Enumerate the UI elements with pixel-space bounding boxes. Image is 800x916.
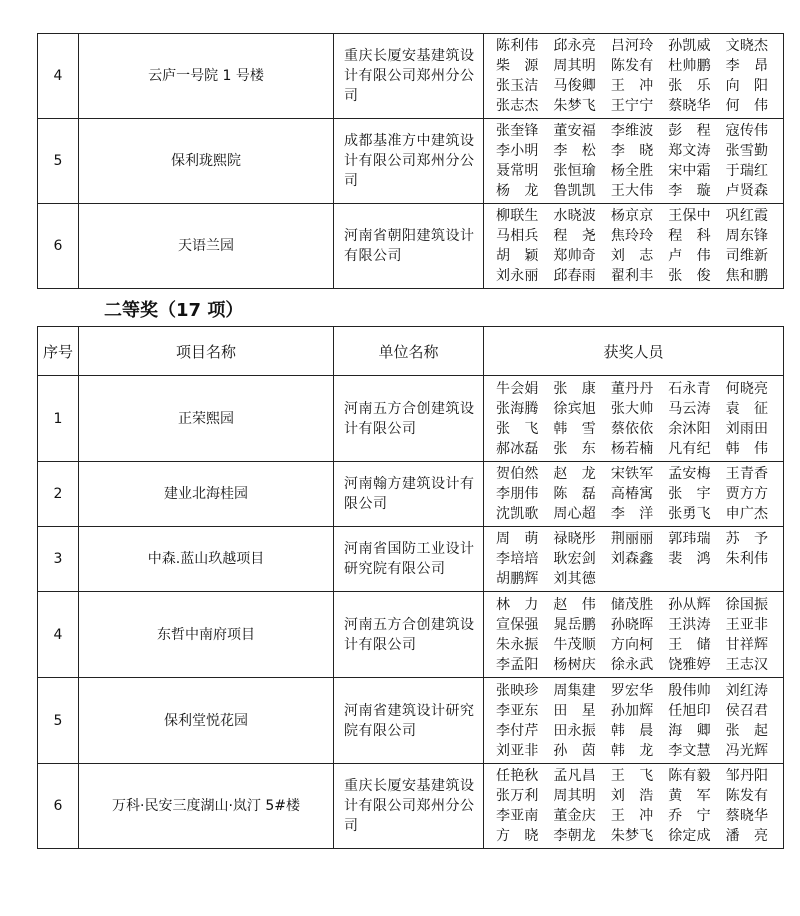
winner-name: 禄晓彤: [553, 531, 596, 547]
second-table-body: [38, 376, 784, 849]
winners-cell: [484, 527, 784, 592]
winner-name: 何 伟: [725, 98, 769, 114]
project-name: 云庐一号院 1 号楼: [79, 34, 334, 119]
top-table-body: [38, 34, 784, 289]
unit-name: 河南五方合创建筑设计有限公司: [334, 376, 484, 462]
winner-name: 宣保强: [496, 616, 539, 633]
unit-name: 成都基准方中建筑设计有限公司郑州分公司: [334, 119, 484, 204]
project-name: 保利珑熙院: [79, 119, 334, 204]
winner-name: 朱利伟: [725, 551, 769, 567]
winner-name: 林 力: [496, 596, 539, 613]
winner-name: 赵 伟: [553, 596, 596, 613]
winner-name: 韩 龙: [610, 742, 654, 759]
winner-name: 聂常明: [496, 163, 539, 179]
winner-name: 郑帅奇: [553, 248, 596, 264]
winner-name: 张奎锋: [496, 123, 539, 139]
winner-name: 刘 浩: [610, 788, 654, 804]
winner-name: 徐定成: [668, 828, 711, 844]
winner-name: 周其明: [553, 58, 596, 74]
winners-line: [496, 181, 783, 201]
winner-name: 孙从辉: [668, 596, 711, 613]
winner-name: 徐永武: [610, 656, 654, 673]
winner-name: 田 星: [553, 702, 596, 719]
project-name: 建业北海桂园: [79, 462, 334, 527]
winner-name: 李亚南: [496, 808, 539, 824]
winner-name: 张玉洁: [496, 78, 539, 94]
winner-name: 张 东: [553, 440, 596, 457]
winner-name: 王宁宁: [610, 98, 654, 114]
winner-name: [668, 569, 725, 589]
winner-name: 朱梦飞: [553, 98, 596, 114]
winner-name: 吕河玲: [610, 38, 654, 54]
table-row: [38, 119, 784, 204]
winner-name: 陈利伟: [496, 38, 539, 54]
winners-line: [496, 464, 783, 484]
winner-name: 李 洋: [610, 506, 654, 522]
header-no: 序号: [38, 327, 79, 376]
winners-cell: [484, 764, 784, 849]
winner-name: 胡鹏辉: [496, 571, 539, 587]
winner-name: 邱永亮: [553, 38, 596, 54]
header-unit: 单位名称: [334, 327, 484, 376]
winner-name: 马云涛: [668, 400, 711, 417]
winner-name: [726, 569, 783, 589]
winner-name: 马相兵: [496, 228, 539, 244]
winners-line: [496, 141, 783, 161]
winner-name: 高椿寓: [610, 486, 654, 502]
winners-line: [496, 161, 783, 181]
winner-name: 王亚非: [725, 616, 769, 633]
winner-name: 苏 予: [725, 531, 769, 547]
winner-name: 周集建: [553, 682, 596, 699]
winner-name: 陈发有: [725, 788, 769, 804]
winner-name: 胡 颖: [496, 248, 539, 264]
winner-name: 刘森鑫: [610, 551, 654, 567]
winner-name: 巩红霞: [725, 208, 769, 224]
winners-line: [496, 615, 783, 635]
winners-line: [496, 806, 783, 826]
winners-cell: [484, 376, 784, 462]
winner-name: 翟利丰: [610, 268, 654, 284]
unit-name: 重庆长厦安基建筑设计有限公司郑州分公司: [334, 34, 484, 119]
winner-name: 凡有纪: [668, 440, 711, 457]
winner-name: 李文慧: [668, 742, 711, 759]
table-row: [38, 592, 784, 678]
winner-name: 周 萌: [496, 531, 539, 547]
winners-line: [496, 439, 783, 459]
winner-name: 张海腾: [496, 400, 539, 417]
winner-name: 王大伟: [610, 183, 654, 199]
winner-name: 郝冰磊: [496, 440, 539, 457]
winner-name: 牛茂顺: [553, 636, 596, 653]
winner-name: 任艳秋: [496, 768, 539, 784]
winner-name: 方 晓: [496, 828, 539, 844]
winner-name: 邹丹阳: [725, 768, 769, 784]
winner-name: 王洪涛: [668, 616, 711, 633]
winners-cell: [484, 204, 784, 289]
winner-name: 文晓杰: [725, 38, 769, 54]
winners-line: [496, 766, 783, 786]
winners-line: [496, 484, 783, 504]
winner-name: 余沐阳: [668, 420, 711, 437]
row-number: 6: [38, 204, 79, 289]
winner-name: 张雪勤: [725, 143, 769, 159]
winner-name: 陈发有: [610, 58, 654, 74]
winner-name: 荆丽丽: [610, 531, 654, 547]
winner-name: 任旭印: [668, 702, 711, 719]
winner-name: 牛会娟: [496, 380, 539, 397]
winner-name: 杨全胜: [610, 163, 654, 179]
winner-name: 杨树庆: [553, 656, 596, 673]
unit-name: 河南五方合创建筑设计有限公司: [334, 592, 484, 678]
winner-name: 向 阳: [725, 78, 769, 94]
winner-name: 乔 宁: [668, 808, 711, 824]
winners-cell: [484, 592, 784, 678]
winner-name: 卢贤森: [725, 183, 769, 199]
winners-cell: [484, 119, 784, 204]
row-number: 3: [38, 527, 79, 592]
winner-name: 卢 伟: [668, 248, 711, 264]
unit-name: 河南省朝阳建筑设计有限公司: [334, 204, 484, 289]
winner-name: 刘亚非: [496, 742, 539, 759]
winners-line: [496, 121, 783, 141]
winner-name: 周东锋: [725, 228, 769, 244]
winner-name: 李付芹: [496, 722, 539, 739]
winner-name: 王 储: [668, 636, 711, 653]
table-row: [38, 204, 784, 289]
winner-name: 周其明: [553, 788, 596, 804]
winner-name: 张万利: [496, 788, 539, 804]
row-number: 4: [38, 592, 79, 678]
winner-name: 张 俊: [668, 268, 711, 284]
project-name: 万科·民安三度湖山·岚汀 5#楼: [79, 764, 334, 849]
row-number: 5: [38, 678, 79, 764]
winner-name: 赵 龙: [553, 466, 596, 482]
winner-name: 潘 亮: [725, 828, 769, 844]
winner-name: 焦和鹏: [725, 268, 769, 284]
winner-name: 张 康: [553, 380, 596, 397]
winner-name: 罗宏华: [610, 682, 654, 699]
winner-name: 邱春雨: [553, 268, 596, 284]
winner-name: 王志汉: [725, 656, 769, 673]
table-row: [38, 527, 784, 592]
winner-name: 陈 磊: [553, 486, 596, 502]
winner-name: 李 晓: [610, 143, 654, 159]
winner-name: 董金庆: [553, 808, 596, 824]
winner-name: 储茂胜: [610, 596, 654, 613]
winner-name: 黄 军: [668, 788, 711, 804]
winners-line: [496, 529, 783, 549]
winner-name: 甘祥辉: [725, 636, 769, 653]
winners-line: [496, 595, 783, 615]
awards-table-continued: [37, 33, 784, 289]
winners-cell: [484, 462, 784, 527]
winner-name: 朱永振: [496, 636, 539, 653]
winner-name: 王 冲: [610, 808, 654, 824]
winner-name: 水晓波: [553, 208, 596, 224]
winners-line: [496, 379, 783, 399]
section-title: 二等奖（17 项）: [104, 300, 244, 321]
winner-name: 孙加辉: [610, 702, 654, 719]
winner-name: 海 卿: [668, 722, 711, 739]
winner-name: 方向柯: [610, 636, 654, 653]
winners-line: [496, 741, 783, 761]
winner-name: 寇传伟: [725, 123, 769, 139]
winner-name: 何晓亮: [725, 380, 769, 397]
winner-name: 杨 龙: [496, 183, 539, 199]
winner-name: 韩 伟: [725, 440, 769, 457]
winner-name: 张映珍: [496, 682, 539, 699]
winner-name: 韩 雪: [553, 420, 596, 437]
winner-name: 李亚东: [496, 702, 539, 719]
winners-line: [496, 36, 783, 56]
winner-name: 孙晓晖: [610, 616, 654, 633]
winner-name: 刘雨田: [725, 420, 769, 437]
second-prize-table: [37, 326, 784, 849]
winner-name: 杜帅鹏: [668, 58, 711, 74]
unit-name: 河南翰方建筑设计有限公司: [334, 462, 484, 527]
winner-name: 王 冲: [610, 78, 654, 94]
winner-name: 鲁凯凯: [553, 183, 596, 199]
winner-name: 彭 程: [668, 123, 711, 139]
winners-line: [496, 246, 783, 266]
winner-name: 沈凯歌: [496, 506, 539, 522]
project-name: 东哲中南府项目: [79, 592, 334, 678]
table-row: [38, 376, 784, 462]
winner-name: 张勇飞: [668, 506, 711, 522]
winner-name: 杨若楠: [610, 440, 654, 457]
winner-name: 周心超: [553, 506, 596, 522]
winner-name: 朱梦飞: [610, 828, 654, 844]
winner-name: 侯召君: [725, 702, 769, 719]
winner-name: 裴 鸿: [668, 551, 711, 567]
winner-name: 孟凡昌: [553, 768, 596, 784]
winner-name: 程 尧: [553, 228, 596, 244]
winner-name: 王保中: [668, 208, 711, 224]
winners-line: [496, 226, 783, 246]
winner-name: 张 起: [725, 722, 769, 739]
project-name: 中森.蓝山玖越项目: [79, 527, 334, 592]
table-row: [38, 678, 784, 764]
winners-line: [496, 701, 783, 721]
unit-name: 河南省国防工业设计研究院有限公司: [334, 527, 484, 592]
winners-cell: [484, 678, 784, 764]
winner-name: 田永振: [553, 722, 596, 739]
winner-name: 马俊卿: [553, 78, 596, 94]
winners-line: [496, 419, 783, 439]
winner-name: 张 宇: [668, 486, 711, 502]
winner-name: [611, 569, 668, 589]
winner-name: 郑文涛: [668, 143, 711, 159]
winners-line: [496, 56, 783, 76]
table-row: [38, 34, 784, 119]
row-number: 2: [38, 462, 79, 527]
winner-name: 蔡晓华: [668, 98, 711, 114]
winner-name: 孟安梅: [668, 466, 711, 482]
row-number: 4: [38, 34, 79, 119]
winners-line: [496, 76, 783, 96]
winner-name: 蔡依依: [610, 420, 654, 437]
winner-name: 贺伯然: [496, 466, 539, 482]
table-row: [38, 764, 784, 849]
winners-line: [496, 96, 783, 116]
winners-line: [496, 786, 783, 806]
winner-name: 李 璇: [668, 183, 711, 199]
winner-name: 张大帅: [610, 400, 654, 417]
winner-name: 李 松: [553, 143, 596, 159]
winner-name: 柴 源: [496, 58, 539, 74]
winner-name: 张 飞: [496, 420, 539, 437]
winner-name: 蔡晓华: [725, 808, 769, 824]
project-name: 保利堂悦花园: [79, 678, 334, 764]
winner-name: 杨京京: [610, 208, 654, 224]
winner-name: 申广杰: [725, 506, 769, 522]
unit-name: 河南省建筑设计研究院有限公司: [334, 678, 484, 764]
winner-name: 徐宾旭: [553, 400, 596, 417]
winners-line: [496, 206, 783, 226]
table-header-row: [38, 327, 784, 376]
winners-line: [496, 399, 783, 419]
winner-name: 宋铁军: [610, 466, 654, 482]
winner-name: 张志杰: [496, 98, 539, 114]
winners-line: [496, 569, 783, 589]
winner-name: 刘永丽: [496, 268, 539, 284]
table-row: [38, 462, 784, 527]
winner-name: 刘其德: [553, 571, 596, 587]
winner-name: 焦玲玲: [610, 228, 654, 244]
winner-name: 张恒瑜: [553, 163, 596, 179]
winners-line: [496, 721, 783, 741]
winners-line: [496, 826, 783, 846]
winner-name: 韩 晨: [610, 722, 654, 739]
winner-name: 冯光辉: [725, 742, 769, 759]
row-number: 6: [38, 764, 79, 849]
winners-line: [496, 655, 783, 675]
winner-name: 王 飞: [610, 768, 654, 784]
header-names: 获奖人员: [484, 327, 784, 376]
project-name: 天语兰园: [79, 204, 334, 289]
winner-name: 李小明: [496, 143, 539, 159]
winner-name: 殷伟帅: [668, 682, 711, 699]
winner-name: 袁 征: [725, 400, 769, 417]
winner-name: 陈有毅: [668, 768, 711, 784]
winner-name: 司维新: [725, 248, 769, 264]
winner-name: 李维波: [610, 123, 654, 139]
winners-line: [496, 504, 783, 524]
winner-name: 徐国振: [725, 596, 769, 613]
project-name: 正荣熙园: [79, 376, 334, 462]
winners-line: [496, 549, 783, 569]
winner-name: 李培培: [496, 551, 539, 567]
winner-name: 饶雅婷: [668, 656, 711, 673]
winner-name: 孙凯威: [668, 38, 711, 54]
winner-name: 张 乐: [668, 78, 711, 94]
winners-cell: [484, 34, 784, 119]
winner-name: 柳联生: [496, 208, 539, 224]
winner-name: 石永青: [668, 380, 711, 397]
winner-name: 李朝龙: [553, 828, 596, 844]
winner-name: 李朋伟: [496, 486, 539, 502]
winner-name: 孙 茵: [553, 742, 596, 759]
row-number: 5: [38, 119, 79, 204]
winner-name: 刘红涛: [725, 682, 769, 699]
winner-name: 王青香: [725, 466, 769, 482]
winner-name: 郭玮瑞: [668, 531, 711, 547]
winner-name: 于瑞红: [725, 163, 769, 179]
winners-line: [496, 266, 783, 286]
header-project: 项目名称: [79, 327, 334, 376]
winner-name: 耿宏剑: [553, 551, 596, 567]
winner-name: 晁岳鹏: [553, 616, 596, 633]
winner-name: 李 昂: [725, 58, 769, 74]
winners-line: [496, 681, 783, 701]
winner-name: 贾方方: [725, 486, 769, 502]
winner-name: 程 科: [668, 228, 711, 244]
winners-line: [496, 635, 783, 655]
winner-name: 董安福: [553, 123, 596, 139]
winner-name: 董丹丹: [610, 380, 654, 397]
winner-name: 刘 志: [610, 248, 654, 264]
unit-name: 重庆长厦安基建筑设计有限公司郑州分公司: [334, 764, 484, 849]
winner-name: 李孟阳: [496, 656, 539, 673]
winner-name: 宋中霜: [668, 163, 711, 179]
row-number: 1: [38, 376, 79, 462]
